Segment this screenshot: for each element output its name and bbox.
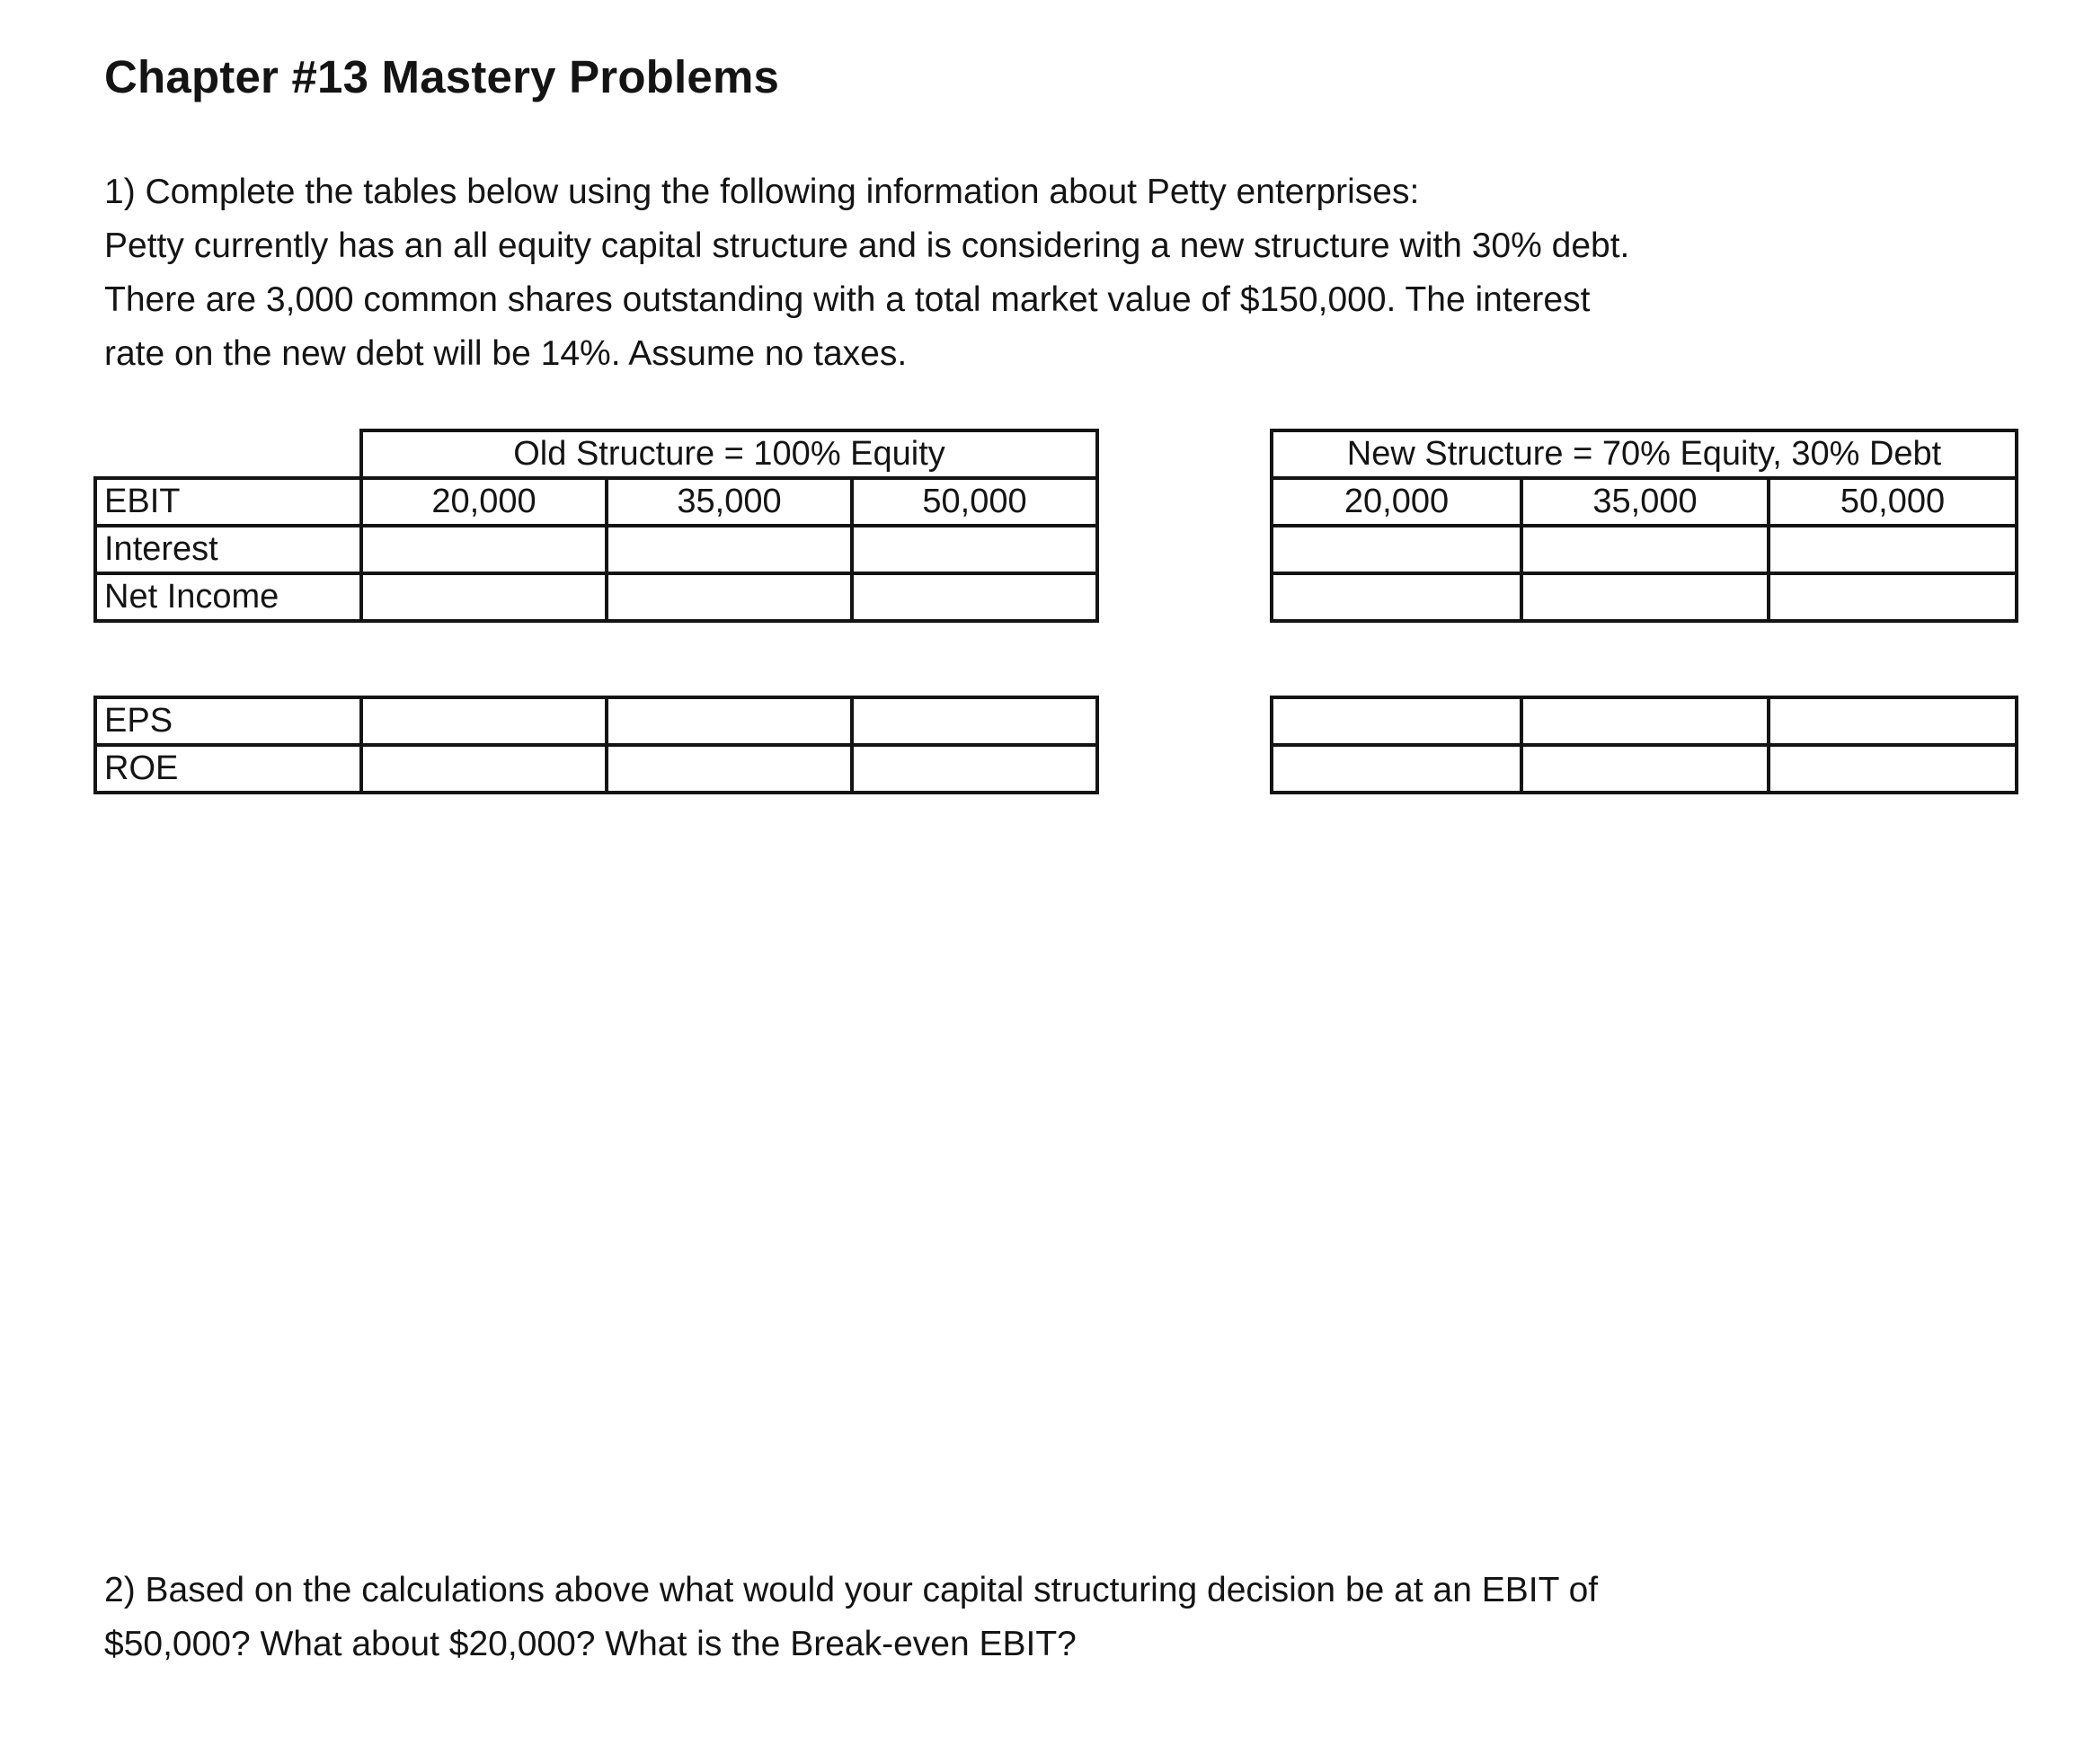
answer-cell[interactable] [1521,526,1769,573]
answer-cell[interactable] [1769,526,2017,573]
answer-cell[interactable] [607,697,852,745]
ebit-value: 35,000 [607,478,852,526]
answer-cell[interactable] [852,573,1097,621]
problem-1-line: Petty currently has an all equity capital structure and is considering a new structure with 30% debt. [104,226,1630,265]
answer-cell[interactable] [852,526,1097,573]
answer-cell[interactable] [361,745,607,793]
problem-1-line: rate on the new debt will be 14%. Assume no taxes. [104,334,908,373]
answer-cell[interactable] [1769,745,2017,793]
answer-cell[interactable] [607,526,852,573]
answer-cell[interactable] [1521,573,1769,621]
answer-cell[interactable] [852,745,1097,793]
table-row [1272,573,2017,621]
problem-2-text [104,1564,1812,1671]
answer-cell[interactable] [852,697,1097,745]
answer-cell[interactable] [1769,697,2017,745]
table-row [1272,526,2017,573]
table-row [1272,697,2017,745]
row-label-eps: EPS [95,697,361,745]
answer-cell[interactable] [1272,697,1521,745]
new-structure-table [1270,429,2018,623]
answer-cell[interactable] [361,573,607,621]
row-label-roe: ROE [95,745,361,793]
ebit-value: 35,000 [1521,478,1769,526]
table-row [95,478,1097,526]
problem-2-line: $50,000? What about $20,000? What is the Break-even EBIT? [104,1625,1077,1663]
ebit-value: 20,000 [361,478,607,526]
problem-1-line: There are 3,000 common shares outstanding with a total market value of $150,000. The interest [104,280,1591,319]
row-label-interest: Interest [95,526,361,573]
page-title: Chapter #13 Mastery Problems [104,51,780,102]
old-structure-ratio-table [93,696,1099,794]
new-structure-ratio-table [1270,696,2018,794]
problem-1-line: 1) Complete the tables below using the following information about Petty enterprises: [104,173,1420,211]
answer-cell[interactable] [1272,526,1521,573]
new-structure-header: New Structure = 70% Equity, 30% Debt [1272,430,2017,478]
answer-cell[interactable] [361,526,607,573]
ebit-value: 20,000 [1272,478,1521,526]
answer-cell[interactable] [1272,745,1521,793]
ebit-value: 50,000 [852,478,1097,526]
problem-2-line: 2) Based on the calculations above what would your capital structuring decision be at an EBIT of [104,1571,1599,1609]
table-row [95,697,1097,745]
answer-cell[interactable] [1521,745,1769,793]
table-row [95,745,1097,793]
table-header-row [1272,430,2017,478]
table-header-row [95,430,1097,478]
answer-cell[interactable] [607,745,852,793]
answer-cell[interactable] [1521,697,1769,745]
row-label-net-income: Net Income [95,573,361,621]
empty-corner [95,430,361,478]
ebit-value: 50,000 [1769,478,2017,526]
problem-1-text [104,165,1812,381]
row-label-ebit: EBIT [95,478,361,526]
answer-cell[interactable] [1272,573,1521,621]
answer-cell[interactable] [1769,573,2017,621]
table-row [95,573,1097,621]
table-row [1272,745,2017,793]
answer-cell[interactable] [361,697,607,745]
table-row [95,526,1097,573]
old-structure-table [93,429,1099,623]
old-structure-header: Old Structure = 100% Equity [361,430,1097,478]
answer-cell[interactable] [607,573,852,621]
table-row [1272,478,2017,526]
